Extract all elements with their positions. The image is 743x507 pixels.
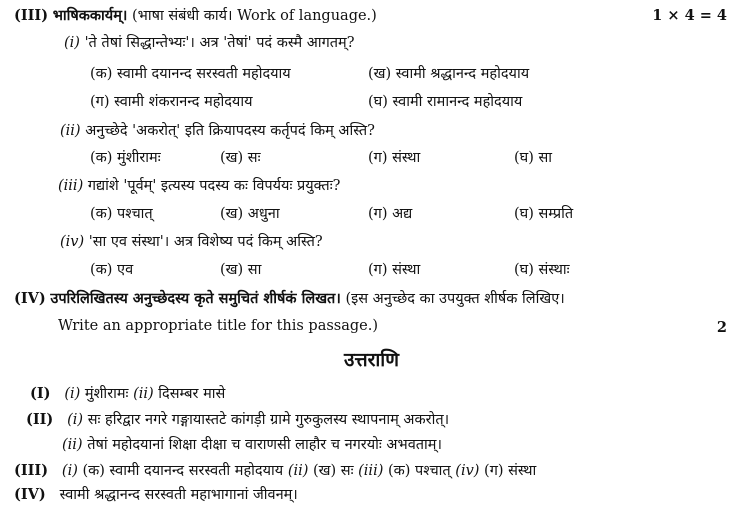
- q4-option-c: (ग) संस्था: [368, 262, 421, 278]
- section-4-header: [14, 289, 565, 309]
- answer-2: (II) (i) सः हरिद्वार नगरे गङ्गायास्तटे कांगड़ी ग्रामे गुरुकुलस्य स्थापनाम् अकरोत्।: [26, 411, 450, 428]
- answer-4: (IV) स्वामी श्रद्धानन्द सरस्वती महाभागानां जीवनम्।: [14, 486, 298, 503]
- question-2: [60, 121, 375, 141]
- answer-1: (I) (i) मुंशीरामः (ii) दिसम्बर मासे: [30, 385, 226, 402]
- q1-option-c: (ग) स्वामी शंकरानन्द महोदयाय: [90, 94, 253, 110]
- section-number: (III): [14, 7, 49, 24]
- answer-number: (I): [30, 385, 51, 402]
- question-number: (ii): [60, 123, 81, 139]
- question-number: (iv): [60, 234, 85, 250]
- q3-option-a: (क) पश्चात्: [90, 206, 153, 222]
- answers-heading: उत्तराणि: [344, 349, 399, 371]
- question-text: 'ते तेषां सिद्धान्तेभ्यः'। अत्र 'तेषां' पदं कस्मै आगतम्?: [84, 35, 355, 51]
- q1-option-a: (क) स्वामी दयानन्द सरस्वती महोदयाय: [90, 66, 291, 82]
- section-4-marks: 2: [716, 319, 727, 336]
- section-title: भाषिककार्यम्।: [52, 7, 128, 24]
- q2-option-b: (ख) सः: [220, 150, 261, 166]
- question-text: गद्यांशे 'पूर्वम्' इत्यस्य पदस्य कः विपर्ययः प्रयुक्तः?: [87, 178, 341, 194]
- q1-option-d: (घ) स्वामी रामानन्द महोदयाय: [368, 94, 523, 110]
- answer-2-ii: (ii) तेषां महोदयानां शिक्षा दीक्षा च वाराणसी लाहौर च नगरयोः अभवताम्।: [62, 437, 442, 453]
- question-number: (iii): [58, 178, 84, 194]
- question-text: अनुच्छेदे 'अकरोत्' इति क्रियापदस्य कर्तृपदं किम् अस्ति?: [85, 123, 375, 139]
- section-number: (IV): [14, 290, 46, 307]
- q2-option-c: (ग) संस्था: [368, 150, 421, 166]
- question-number: (i): [64, 35, 80, 51]
- q2-option-a: (क) मुंशीरामः: [90, 150, 161, 166]
- question-1: [64, 33, 355, 53]
- section-4-english: Write an appropriate title for this passage.): [58, 318, 379, 334]
- q4-option-d: (घ) संस्थाः: [514, 262, 570, 278]
- section-hindi: (इस अनुच्छेद का उपयुक्त शीर्षक लिखिए।: [345, 291, 565, 307]
- section-3-header: [14, 6, 377, 26]
- question-4: [60, 232, 323, 252]
- answer-number: (II): [26, 411, 54, 428]
- question-3: [58, 176, 340, 196]
- section-subtitle: (भाषा संबंधी कार्य। Work of language.): [132, 8, 377, 24]
- answer-number: (III): [14, 462, 49, 479]
- q3-option-c: (ग) अद्य: [368, 206, 413, 222]
- q2-option-d: (घ) सा: [514, 150, 553, 166]
- answer-number: (IV): [14, 486, 46, 503]
- q3-option-b: (ख) अधुना: [220, 206, 280, 222]
- answer-3: (III) (i) (क) स्वामी दयानन्द सरस्वती महोदयाय (ii) (ख) सः (iii) (क) पश्चात् (iv) (ग) संस्था: [14, 462, 537, 479]
- q4-option-a: (क) एव: [90, 262, 134, 278]
- section-3-marks: 1 × 4 = 4: [652, 7, 727, 24]
- q1-option-b: (ख) स्वामी श्रद्धानन्द महोदयाय: [368, 66, 530, 82]
- q3-option-d: (घ) सम्प्रति: [514, 206, 574, 222]
- q4-option-b: (ख) सा: [220, 262, 262, 278]
- question-text: 'सा एव संस्था'। अत्र विशेष्य पदं किम् अस्ति?: [88, 234, 323, 250]
- section-title: उपरिलिखितस्य अनुच्छेदस्य कृते समुचितं शीर्षकं लिखत।: [50, 290, 341, 307]
